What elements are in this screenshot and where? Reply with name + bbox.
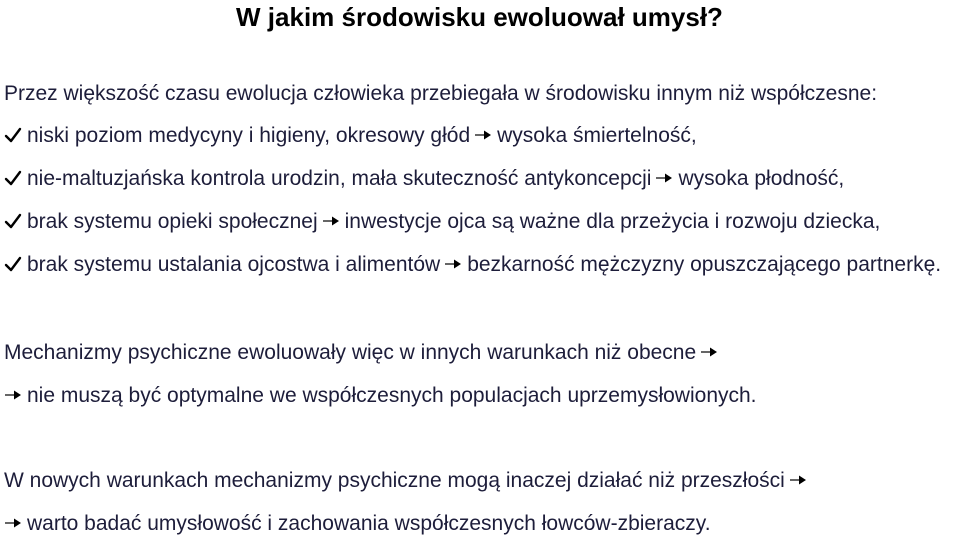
bullet-effect: bezkarność mężczyzny opuszczającego partnerkę. xyxy=(467,253,942,276)
paragraph-text: nie muszą być optymalne we współczesnych populacjach uprzemysłowionych. xyxy=(27,384,757,407)
bullet-effect: wysoka płodność, xyxy=(678,167,845,190)
paragraph-text: warto badać umysłowość i zachowania współczesnych łowców-zbieraczy. xyxy=(27,512,711,535)
right-arrow-icon xyxy=(444,258,462,270)
bullet-cause: niski poziom medycyny i higieny, okresowy głód xyxy=(27,124,471,147)
bullet-cause: nie-maltuzjańska kontrola urodzin, mała skuteczność antykoncepcji xyxy=(27,167,652,190)
paragraph-line xyxy=(4,512,711,536)
checkmark-icon xyxy=(4,126,22,144)
paragraph-text: Mechanizmy psychiczne ewoluowały więc w innych warunkach niż obecne xyxy=(4,341,697,364)
right-arrow-icon xyxy=(4,517,22,529)
bullet-item xyxy=(4,210,880,234)
paragraph-line xyxy=(4,384,757,408)
right-arrow-icon xyxy=(474,129,492,141)
intro-text: Przez większość czasu ewolucja człowieka przebiegała w środowisku innym niż współczesne: xyxy=(4,82,878,105)
bullet-item xyxy=(4,253,941,277)
bullet-cause: brak systemu ustalania ojcostwa i alimentów xyxy=(27,253,441,276)
slide-title: W jakim środowisku ewoluował umysł? xyxy=(236,2,723,32)
paragraph-text: W nowych warunkach mechanizmy psychiczne mogą inaczej działać niż przeszłości xyxy=(4,469,785,492)
checkmark-icon xyxy=(4,255,22,273)
right-arrow-icon xyxy=(322,215,340,227)
checkmark-icon xyxy=(4,169,22,187)
right-arrow-icon xyxy=(789,474,807,486)
bullet-effect: wysoka śmiertelność, xyxy=(497,124,697,147)
checkmark-icon xyxy=(4,212,22,230)
bullet-item xyxy=(4,124,697,148)
right-arrow-icon xyxy=(700,346,718,358)
paragraph-line xyxy=(4,341,723,365)
right-arrow-icon xyxy=(4,389,22,401)
bullet-item xyxy=(4,167,844,191)
right-arrow-icon xyxy=(655,172,673,184)
paragraph-line xyxy=(4,469,812,493)
bullet-effect: inwestycje ojca są ważne dla przeżycia i rozwoju dziecka, xyxy=(344,210,881,233)
bullet-cause: brak systemu opieki społecznej xyxy=(27,210,318,233)
